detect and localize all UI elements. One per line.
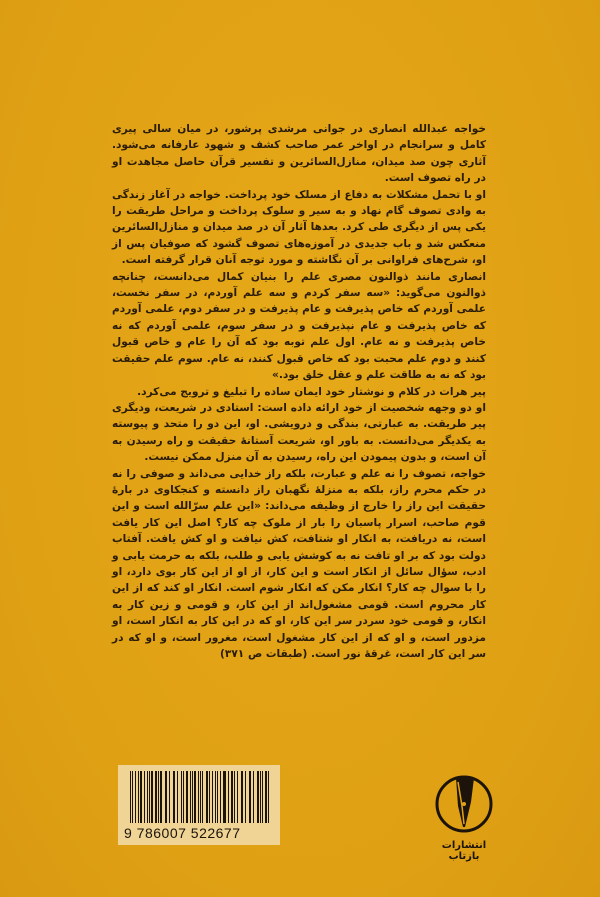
barcode-bar <box>166 771 167 823</box>
barcode-bar <box>231 771 233 823</box>
barcode-bar <box>183 771 184 823</box>
barcode-bar <box>245 771 246 823</box>
barcode-bar <box>217 771 218 823</box>
barcode-bar <box>138 771 139 823</box>
barcode-bar <box>147 771 148 823</box>
barcode-bar <box>225 771 226 823</box>
paragraph: پیر هرات در کلام و نوشتار خود ایمان ساده را تبلیغ و ترویج می‌کرد. <box>137 385 486 398</box>
barcode-bar <box>234 771 235 823</box>
barcode-bar <box>241 771 242 823</box>
barcode-bar <box>181 771 182 823</box>
barcode-bar <box>192 771 193 823</box>
barcode-bar <box>132 771 133 823</box>
isbn-barcode <box>118 765 280 845</box>
barcode-bar <box>174 771 175 823</box>
barcode-bar <box>260 771 261 823</box>
barcode-bar <box>223 771 224 823</box>
barcode-bars <box>130 771 270 823</box>
barcode-bar <box>169 771 170 823</box>
barcode-bar <box>200 771 201 823</box>
barcode-bar <box>202 771 203 823</box>
barcode-bar <box>144 771 145 823</box>
barcode-bar <box>265 771 266 823</box>
paragraph: خواجه عبدالله انصاری در جوانی مرشدی پرشور، در میان سالی پیری کامل و سرانجام در اواخر عمر صاحب کشف و شهود عارفانه می‌شود. آثاری چون صد میدان، منازل‌السائرین و تفسیر قرآن حاصل مجاهدت او در راه تصوف است. <box>112 123 486 185</box>
paragraph: انصاری مانند ذوالنون مصری علم را بنیان کمال می‌دانست، چنانچه ذوالنون می‌گوید: «سه سفر کردم و سه علم آوردم، در سفر نخست، علمی آوردم که خاص پذیرفت و عام پذیرفت و در سفر دوم، علمی آوردم که خاص پذیرفت و عام نپذیرفت و در سفر سوم، علمی آوردم که نه خاص پذیرفت و نه عام. اول علم توبه بود که آن را عام و خاص قبول کنند و دوم علم محبت بود که خاص قبول کنند، نه عام. سوم علم حقیقت بود که نه به طاقت علم و عقل خلق بود.» <box>112 270 486 382</box>
barcode-bar <box>160 771 162 823</box>
back-cover-text <box>112 121 486 662</box>
barcode-bar <box>173 771 174 823</box>
barcode-bar <box>262 771 263 823</box>
barcode-bar <box>268 771 269 823</box>
barcode-bar <box>206 771 208 823</box>
barcode-bar <box>149 771 150 823</box>
barcode-bar <box>186 771 188 823</box>
publisher-logo-pen-nib-icon <box>434 772 494 841</box>
barcode-bar <box>257 771 259 823</box>
barcode-bar <box>194 771 195 823</box>
barcode-bar <box>151 771 152 823</box>
barcode-bar <box>209 771 210 823</box>
barcode-bar <box>135 771 136 823</box>
isbn-number: 9 786007 522677 <box>124 825 241 841</box>
barcode-bar <box>228 771 229 823</box>
barcode-bar <box>165 771 166 823</box>
paragraph: او با تحمل مشکلات به دفاع از مسلک خود پرداخت. خواجه در آغاز زندگی به وادی تصوف گام نهاد و به سیر و سلوک پرداخت و مراحل طریقت را یکی پس از دیگری طی کرد. بعدها آثار آن در صد میدان و منازل‌السائرین منعکس شد و باب جدیدی در آموزه‌های تصوف گشود که صوفیان پس از او، شرح‌های فراوانی بر آن نگاشته و مورد توجه آنان قرار گرفته است. <box>112 188 486 267</box>
barcode-bar <box>212 771 213 823</box>
barcode-bar <box>220 771 221 823</box>
barcode-bar <box>215 771 216 823</box>
barcode-bar <box>155 771 156 823</box>
barcode-bar <box>249 771 250 823</box>
barcode-bar <box>130 771 131 823</box>
paragraph: او دو وجهه شخصیت از خود ارائه داده است: استادی در شریعت، ودیگری پیر طریقت. به عبارتی، بندگی و درویشی. او، این دو را متحد و پیوسته به یکدیگر می‌دانست. به باور او، شریعت آستانهٔ حقیقت و راه رسیدن به آن است، و بدون پیمودن این راه، رسیدن به آن منزل ممکن نیست. <box>112 401 486 464</box>
paragraph: خواجه، تصوف را نه علم و عبارت، بلکه راز خدایی می‌داند و صوفی را نه در حکم محرم راز، بلکه به منزلهٔ نگهبان راز دانسته و کنجکاوی در بارهٔ حقیقت این راز را خارج از وظیفه می‌داند: «این علم سرّالله است و این قوم صاحب، اسرار پاسبان را بار از ملوک چه کار؟ اصل این کار یافت است، نه دریافت، به انکار او شتافت، کش نیافت و او کش یافت. آفتاب دولت بود که بر او تافت نه به کوشش یابی و طلب، بلکه به حرمت یابی و ادب، سؤال سائل از انکار است و این کار، از او از این کار بوی دارد، او را با سوال چه کار؟ انکار مکن که انکار شوم است. انکار او کند که از این کار محروم است. قومی مشغول‌اند از این کار، و قومی و زین کار به انکار، و قومی خود سردر سر این کار، او که در این کار به انکار است، او مزدور است، و او که از این کار مشغول است، مغرور است، و او که در سر این کار است، غرقهٔ نور است. (طبقات ص ۳۷۱) <box>112 467 486 660</box>
barcode-bar <box>242 771 243 823</box>
barcode-bar <box>253 771 254 823</box>
barcode-bar <box>177 771 178 823</box>
barcode-bar <box>250 771 251 823</box>
barcode-bar <box>237 771 238 823</box>
barcode-bar <box>140 771 142 823</box>
barcode-bar <box>158 771 159 823</box>
barcode-bar <box>198 771 199 823</box>
publisher-name: انتشارات بازتاب <box>441 840 487 862</box>
barcode-bar <box>190 771 191 823</box>
